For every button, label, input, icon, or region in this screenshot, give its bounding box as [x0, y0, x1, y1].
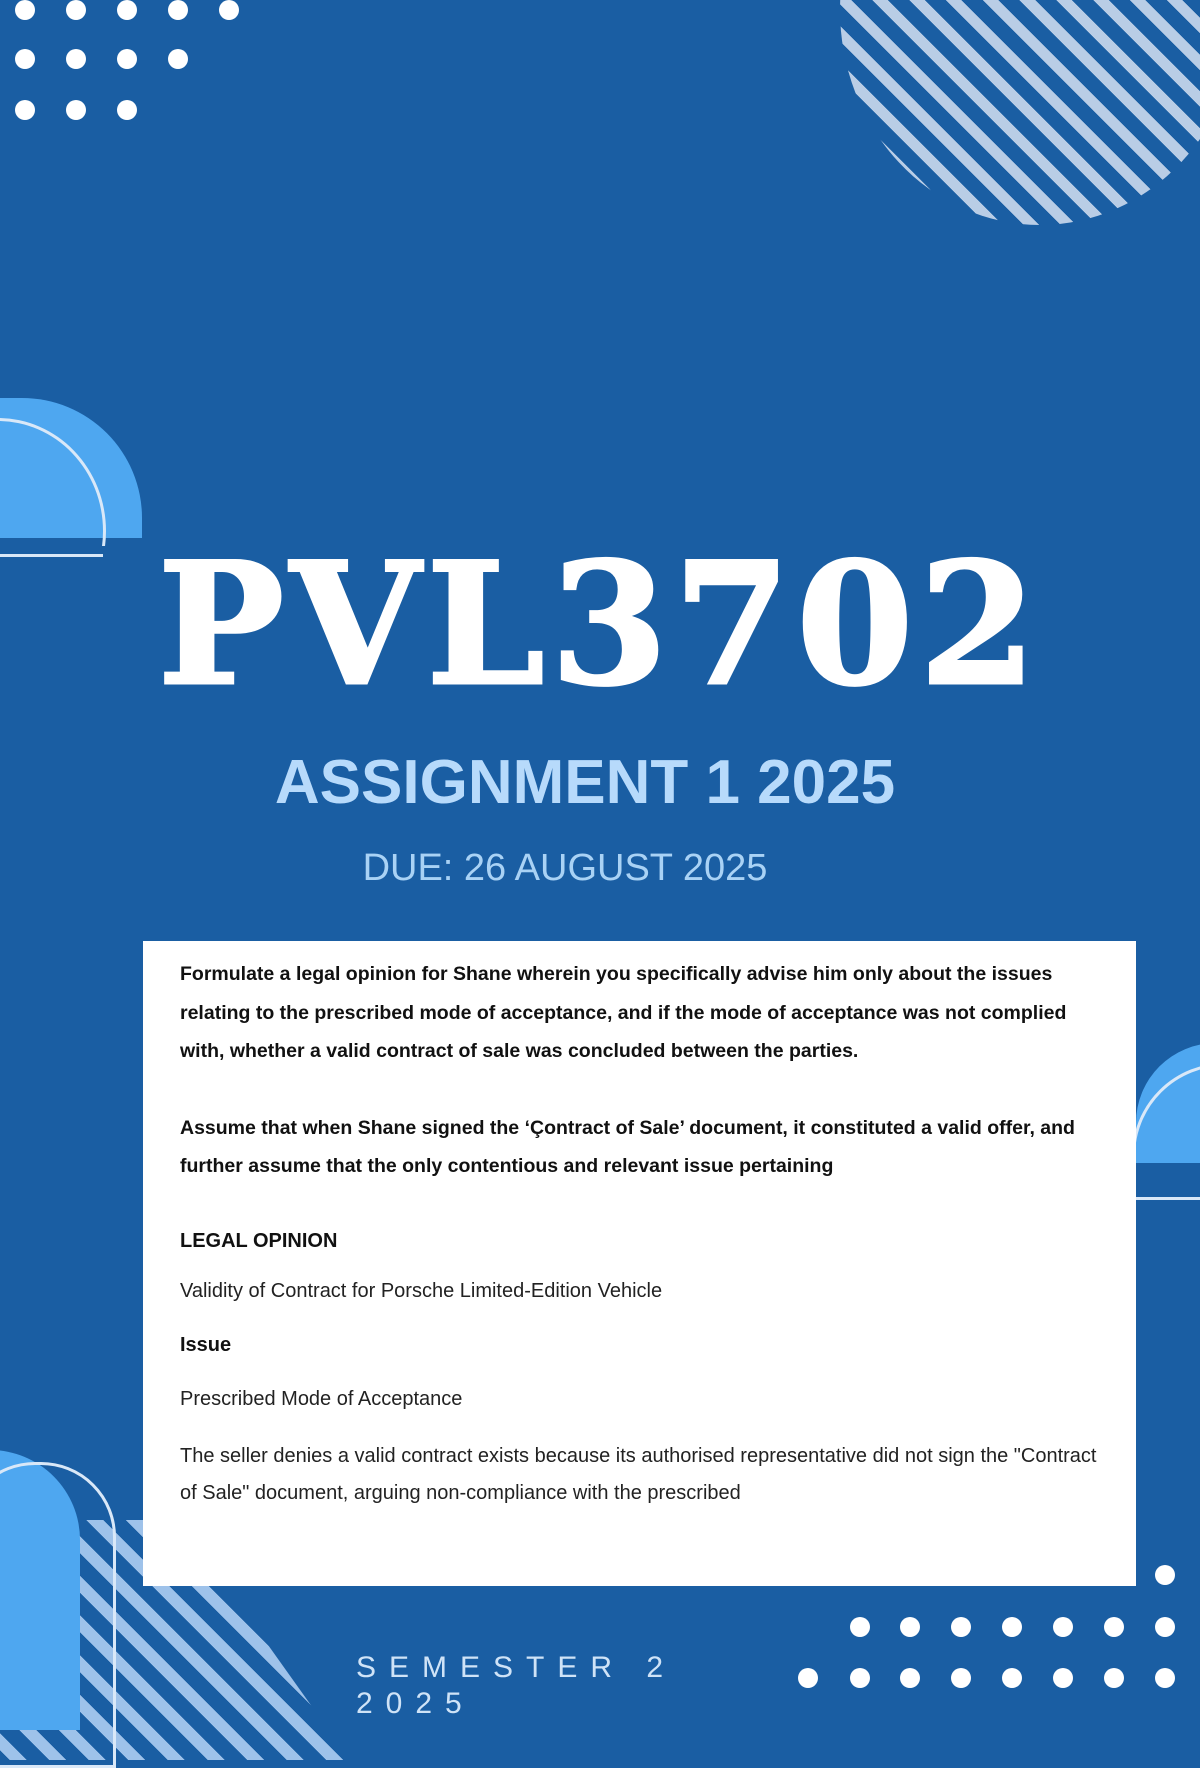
semester-label: SEMESTER 2 2025	[356, 1651, 677, 1720]
due-date: DUE: 26 AUGUST 2025	[362, 847, 768, 889]
question-paragraph: Formulate a legal opinion for Shane wherein you specifically advise him only about the issues relating to the prescribed mode of acceptance, and if the mode of acceptance was not complied with, whether a valid contract of sale was concluded between the parties.	[180, 963, 1067, 1062]
dot	[117, 100, 137, 120]
issue-label: Issue	[180, 1333, 232, 1356]
dot	[1104, 1617, 1124, 1637]
bottom-left-arc-decoration	[0, 1462, 116, 1768]
course-code-title: PVL3702	[157, 525, 1043, 723]
dot	[1002, 1668, 1022, 1688]
dot	[1053, 1668, 1073, 1688]
dot	[168, 0, 188, 20]
dot	[900, 1668, 920, 1688]
assumption-paragraph: Assume that when Shane signed the ‘Çontract of Sale’ document, it constituted a valid offer, and further assume that the only contentious and relevant issue pertaining	[180, 1116, 1075, 1177]
dot	[900, 1617, 920, 1637]
dot	[850, 1668, 870, 1688]
dot	[15, 0, 35, 20]
issue-title: Prescribed Mode of Acceptance	[180, 1387, 463, 1410]
opinion-subject: Validity of Contract for Porsche Limited-Edition Vehicle	[180, 1279, 663, 1302]
striped-circle-decoration	[840, 0, 1200, 225]
dot	[66, 100, 86, 120]
dot	[66, 49, 86, 69]
assignment-subtitle: ASSIGNMENT 1 2025	[274, 748, 896, 817]
dot	[219, 0, 239, 20]
dot	[66, 0, 86, 20]
dot	[951, 1617, 971, 1637]
dot	[798, 1668, 818, 1688]
right-line-decoration	[1136, 1197, 1200, 1200]
dot	[1104, 1668, 1124, 1688]
dot	[850, 1617, 870, 1637]
dot	[1155, 1668, 1175, 1688]
dot	[117, 0, 137, 20]
issue-body: The seller denies a valid contract exists because its authorised representative did not sign the "Contract of Sale" document, arguing non-compliance with the prescribed	[180, 1444, 1097, 1504]
dot	[117, 49, 137, 69]
dot	[15, 49, 35, 69]
dot	[168, 49, 188, 69]
document-excerpt	[143, 941, 1136, 1586]
dot	[15, 100, 35, 120]
legal-opinion-heading: LEGAL OPINION	[180, 1229, 338, 1252]
dot	[1155, 1617, 1175, 1637]
dot	[1053, 1617, 1073, 1637]
dot	[1002, 1617, 1022, 1637]
dot	[1155, 1565, 1175, 1585]
dot	[951, 1668, 971, 1688]
